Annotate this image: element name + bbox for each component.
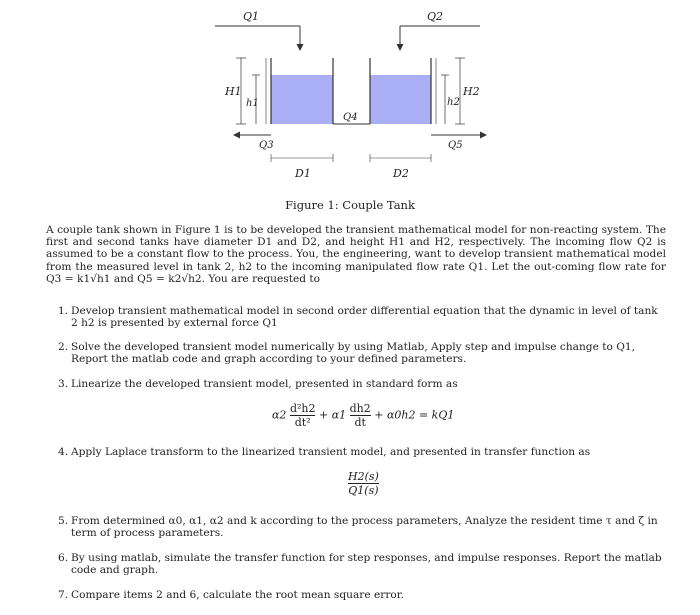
transfer-function xyxy=(348,470,379,497)
intro-paragraph: A couple tank shown in Figure 1 is to be developed the transient mathematical model for non-reacting system. The first and second tanks have diameter D1 and D2, and height H1 and H2, respectively. The incoming flow Q2 is assumed to be a constant flow to the process. You, the engineering, want to develop transient mathematical model from the measured level in tank 2, h2 to the incoming manipulated flow rate Q1. Let the out-coming flow rate for Q3 = k1√h1 and Q5 = k2√h2. You are requested to xyxy=(46,224,666,285)
eq-numerator: d²h2 xyxy=(289,402,316,415)
tf-numerator: H2(s) xyxy=(348,470,379,483)
D1-label: D1 xyxy=(295,167,311,180)
d1-dimension xyxy=(271,154,333,162)
item-text: Linearize the developed transient model, presented in standard form as xyxy=(71,378,458,390)
list-item-1 xyxy=(58,305,666,330)
item-text: By using matlab, simulate the transfer function for step responses, and impulse responses. Report the matlab code and graph. xyxy=(71,552,662,577)
list-item-5 xyxy=(58,515,666,540)
q2-inlet-arrow xyxy=(400,26,480,50)
item-number: 5. xyxy=(58,515,69,527)
tf-denominator: Q1(s) xyxy=(348,484,379,497)
h2-label: h2 xyxy=(447,97,460,108)
item-text: Compare items 2 and 6, calculate the root mean square error. xyxy=(71,589,405,601)
eq-first-derivative xyxy=(350,402,371,429)
tank-diagram xyxy=(0,0,700,195)
item-text: Develop transient mathematical model in second order differential equation that the dynamic in level of tank 2 h2 is presented by external force Q1 xyxy=(71,305,658,330)
h2-dimension xyxy=(441,58,465,124)
list-item-7 xyxy=(58,589,666,601)
standard-form-equation xyxy=(272,402,454,429)
item-number: 2. xyxy=(58,341,69,353)
eq-second-derivative xyxy=(290,402,316,429)
H1-label: H1 xyxy=(225,85,242,98)
item-text: Apply Laplace transform to the linearized transient model, and presented in transfer function as xyxy=(71,446,591,458)
H2-label: H2 xyxy=(463,85,480,98)
d2-dimension xyxy=(370,154,431,162)
tank-2 xyxy=(370,58,436,124)
list-item-3 xyxy=(58,378,666,390)
q5-label: Q5 xyxy=(448,140,463,151)
q1-inlet-arrow xyxy=(215,26,300,50)
figure-caption: Figure 1: Couple Tank xyxy=(285,198,415,212)
eq-denominator: dt² xyxy=(290,415,316,429)
list-item-4 xyxy=(58,446,666,458)
eq-alpha1: + α1 xyxy=(318,408,347,422)
eq-denominator: dt xyxy=(350,415,371,429)
coupled-tank-figure xyxy=(0,0,700,195)
tank-1 xyxy=(266,58,333,124)
q1-label: Q1 xyxy=(243,10,260,23)
item-number: 6. xyxy=(58,552,69,564)
item-number: 7. xyxy=(58,589,69,601)
item-number: 1. xyxy=(58,305,69,317)
item-text: From determined α0, α1, α2 and k according to the process parameters, Analyze the resident time τ and ζ in term of process parameters. xyxy=(71,515,658,540)
item-text: Solve the developed transient model numerically by using Matlab, Apply step and impulse change to Q1, Report the matlab code and graph according to your defined parameters. xyxy=(71,341,636,366)
eq-numerator: dh2 xyxy=(349,402,371,415)
list-item-2 xyxy=(58,341,666,366)
list-item-6 xyxy=(58,552,666,577)
item-number: 3. xyxy=(58,378,69,390)
D2-label: D2 xyxy=(393,167,409,180)
q2-label: Q2 xyxy=(427,10,444,23)
q4-label: Q4 xyxy=(343,112,358,123)
eq-alpha2: α2 xyxy=(272,408,287,422)
item-number: 4. xyxy=(58,446,69,458)
eq-rest: + α0h2 = kQ1 xyxy=(374,408,455,422)
h1-label: h1 xyxy=(246,98,259,109)
q3-label: Q3 xyxy=(259,140,274,151)
